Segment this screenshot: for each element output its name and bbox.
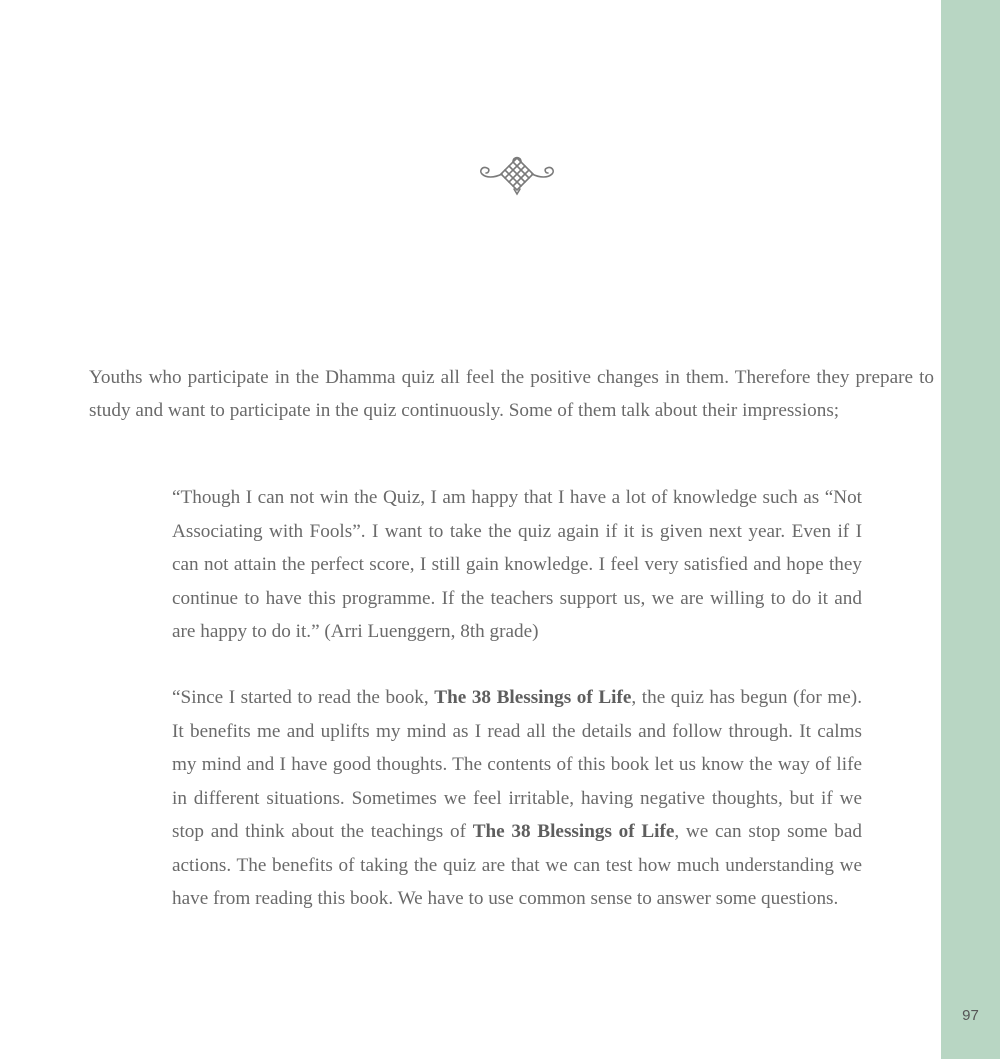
quote-38-blessings <box>172 681 862 916</box>
endless-knot-ornament-icon <box>478 154 556 196</box>
quote-text-part: “Since I started to read the book, <box>172 687 435 708</box>
page-number: 97 <box>962 1007 979 1024</box>
book-title-bold: The 38 Blessings of Life <box>472 821 675 842</box>
quote-arri-luenggern: “Though I can not win the Quiz, I am happy that I have a lot of knowledge such as “Not Associating with Fools”. I want to take the quiz again if it is given next year. Even if I can not attain the perfect score, I still gain knowledge. I feel very satisfied and hope they continue to have this programme. If the teachers support us, we are willing to do it and are happy to do it.” (Arri Luenggern, 8th grade) <box>172 487 862 642</box>
side-color-band <box>941 0 1000 1059</box>
intro-paragraph: Youths who participate in the Dhamma quiz all feel the positive changes in them. Therefore they prepare to study and want to participate in the quiz continuously. Some of them talk about their impressions; <box>89 367 934 422</box>
quote-text-part: , the quiz has begun (for me). It benefits me and uplifts my mind as I read all the details and follow through. It calms my mind and I have good thoughts. The contents of this book let us know the way of life in different situations. Sometimes we feel irritable, having negative thoughts, but if we stop and think about the teachings of <box>172 687 862 842</box>
book-title-bold: The 38 Blessings of Life <box>434 687 632 708</box>
quote-text-part: , we can stop some bad actions. The benefits of taking the quiz are that we can test how much understanding we have from reading this book. We have to use common sense to answer some questions. <box>172 821 862 909</box>
